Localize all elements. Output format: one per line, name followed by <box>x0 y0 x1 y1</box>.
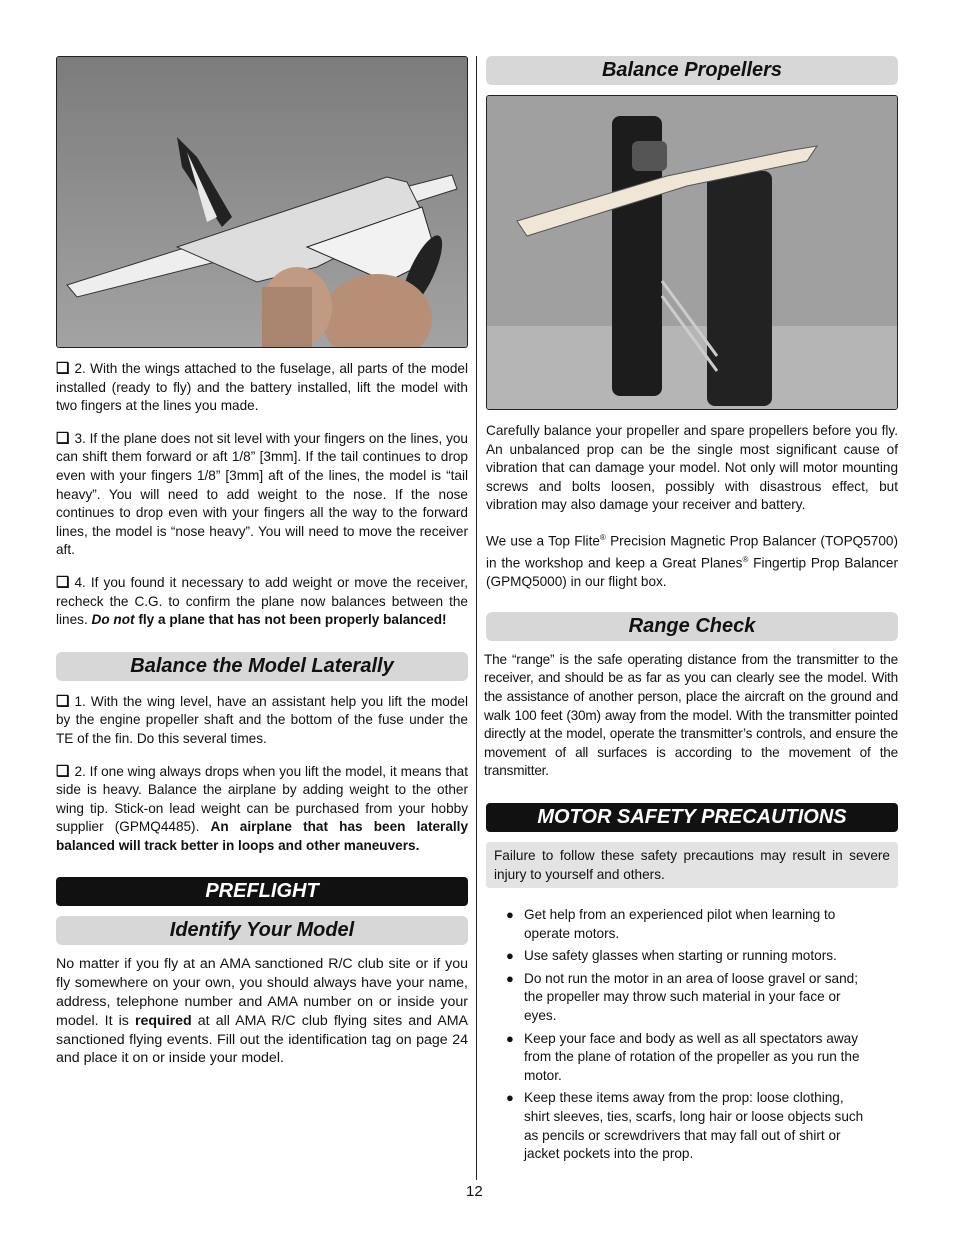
prop-balancer-photo <box>486 95 898 410</box>
lateral-step-2-text: 2. If one wing always drops when you lift the model, it means that side is heavy. Balance the airplane by adding weight to the other wing tip. Stick-on lead weight can be purchased from your hobby supplier (GPMQ4485). <box>56 763 468 835</box>
step-3-text: 3. If the plane does not sit level with your fingers on the lines, you can shift them forward or aft 1/8” [3mm]. If the tail continues to drop even with your fingers 1/8” [3mm] aft of the lines, the model is “tail heavy”. You will need to add weight to the nose. If the nose continues to drop even with your fingers all the way to the forward lines, the model is “nose heavy”. You will need to move the receiver aft. <box>56 430 468 558</box>
identify-heading: Identify Your Model <box>56 916 468 945</box>
range-paragraph: The “range” is the safe operating distance from the transmitter to the receiver, and should be as far as you can clearly see the model. With the assistance of another person, place the aircraft on the ground and walk 100 feet (30m) away from the model. With the transmitter pointed directly at the model, operate the transmitter’s controls, and ensure the movement of all surfaces is according to the movement of the transmitter. <box>484 651 898 779</box>
identify-text-1: No matter if you fly at an AMA sanctioned R/C club site or if you fly somewhere on your own, you should always have your name, address, telephone number and AMA number on or inside your model. It is <box>56 956 468 1029</box>
list-item: ● Keep these items away from the prop: loose clothing, shirt sleeves, ties, scarfs, long hair or loose objects such as pencils or screwdrivers that may fall out of shirt or jacket pockets into the prop. <box>506 1090 864 1162</box>
lateral-step-2-paragraph <box>56 763 468 856</box>
step-4-warning: fly a plane that has not been properly balanced! <box>138 612 447 628</box>
step-2-paragraph <box>56 360 468 416</box>
safety-notice: Failure to follow these safety precautions may result in severe injury to yourself and others. <box>486 842 898 888</box>
motor-safety-heading: MOTOR SAFETY PRECAUTIONS <box>486 803 898 832</box>
airplane-photo <box>56 56 468 348</box>
column-divider <box>476 56 477 1180</box>
bullet-icon: ● <box>506 1030 514 1046</box>
bullet-icon: ● <box>506 970 514 986</box>
step-4-paragraph <box>56 574 468 630</box>
lateral-step-1-text: 1. With the wing level, have an assistant help you lift the model by the engine propeller shaft and the bottom of the fuse under the TE of the fin. Do this several times. <box>56 693 468 746</box>
registered-mark: ® <box>742 555 749 565</box>
bullet-icon: ● <box>506 1090 514 1106</box>
bullet-icon: ● <box>506 948 514 964</box>
balance-text-1: We use a Top Flite <box>486 533 600 549</box>
list-item: ● Use safety glasses when starting or running motors. <box>506 947 871 966</box>
range-check-heading: Range Check <box>486 612 898 641</box>
preflight-heading: PREFLIGHT <box>56 877 468 906</box>
safety-list <box>486 906 871 1164</box>
prop-balancer-illustration <box>487 96 898 409</box>
balance-paragraph-2 <box>486 529 898 592</box>
page-number: 12 <box>466 1183 483 1200</box>
right-column <box>486 56 898 1168</box>
balance-text-2: Precision Magnetic Prop Balancer (TOPQ5700) in the workshop and keep a Great Planes <box>486 533 898 571</box>
identify-required: required <box>134 1012 192 1029</box>
checkbox-icon[interactable]: ❏ <box>56 692 70 710</box>
lateral-step-1-paragraph <box>56 693 468 749</box>
identify-text-2: at all AMA R/C club flying sites and AMA sanctioned flying events. Fill out the identification tag on page 24 and place it on or inside your model. <box>56 1012 468 1067</box>
identify-paragraph <box>56 955 468 1068</box>
checkbox-icon[interactable]: ❏ <box>56 573 70 591</box>
checkbox-icon[interactable]: ❏ <box>56 360 70 377</box>
step-4-emphasis: Do not <box>91 612 135 628</box>
list-item: ● Get help from an experienced pilot when learning to operate motors. <box>506 906 836 941</box>
lateral-step-2-bold: An airplane that has been laterally balanced will track better in loops and other maneuvers. <box>56 819 468 853</box>
airplane-illustration <box>57 57 468 347</box>
list-item: ● Keep your face and body as well as all spectators away from the plane of rotation of the propeller as you run the motor. <box>506 1030 860 1083</box>
balance-propellers-heading: Balance Propellers <box>486 56 898 85</box>
step-4-text: 4. If you found it necessary to add weight or move the receiver, recheck the C.G. to confirm the plane now balances between the lines. <box>56 574 468 628</box>
balance-text-3: Fingertip Prop Balancer (GPMQ5000) in our flight box. <box>486 555 899 590</box>
list-item: ● Do not run the motor in an area of loose gravel or sand; the propeller may throw such material in your face or eyes. <box>506 970 858 1023</box>
checkbox-icon[interactable]: ❏ <box>56 762 70 780</box>
step-3-paragraph <box>56 430 468 560</box>
lateral-balance-heading: Balance the Model Laterally <box>56 652 468 681</box>
step-2-text: 2. With the wings attached to the fuselage, all parts of the model installed (ready to fly) and the battery installed, lift the model with two fingers at the lines you made. <box>56 361 468 414</box>
registered-mark: ® <box>599 532 606 542</box>
left-column <box>56 56 468 1068</box>
checkbox-icon[interactable]: ❏ <box>56 429 70 447</box>
balance-paragraph-1: Carefully balance your propeller and spare propellers before you fly. An unbalanced prop can be the single most significant cause of vibration that can damage your model. Not only will motor mounting screws and bolts loosen, possibly with disastrous effect, but vibration may also damage your receiver and battery. <box>486 423 898 513</box>
bullet-icon: ● <box>506 906 514 922</box>
